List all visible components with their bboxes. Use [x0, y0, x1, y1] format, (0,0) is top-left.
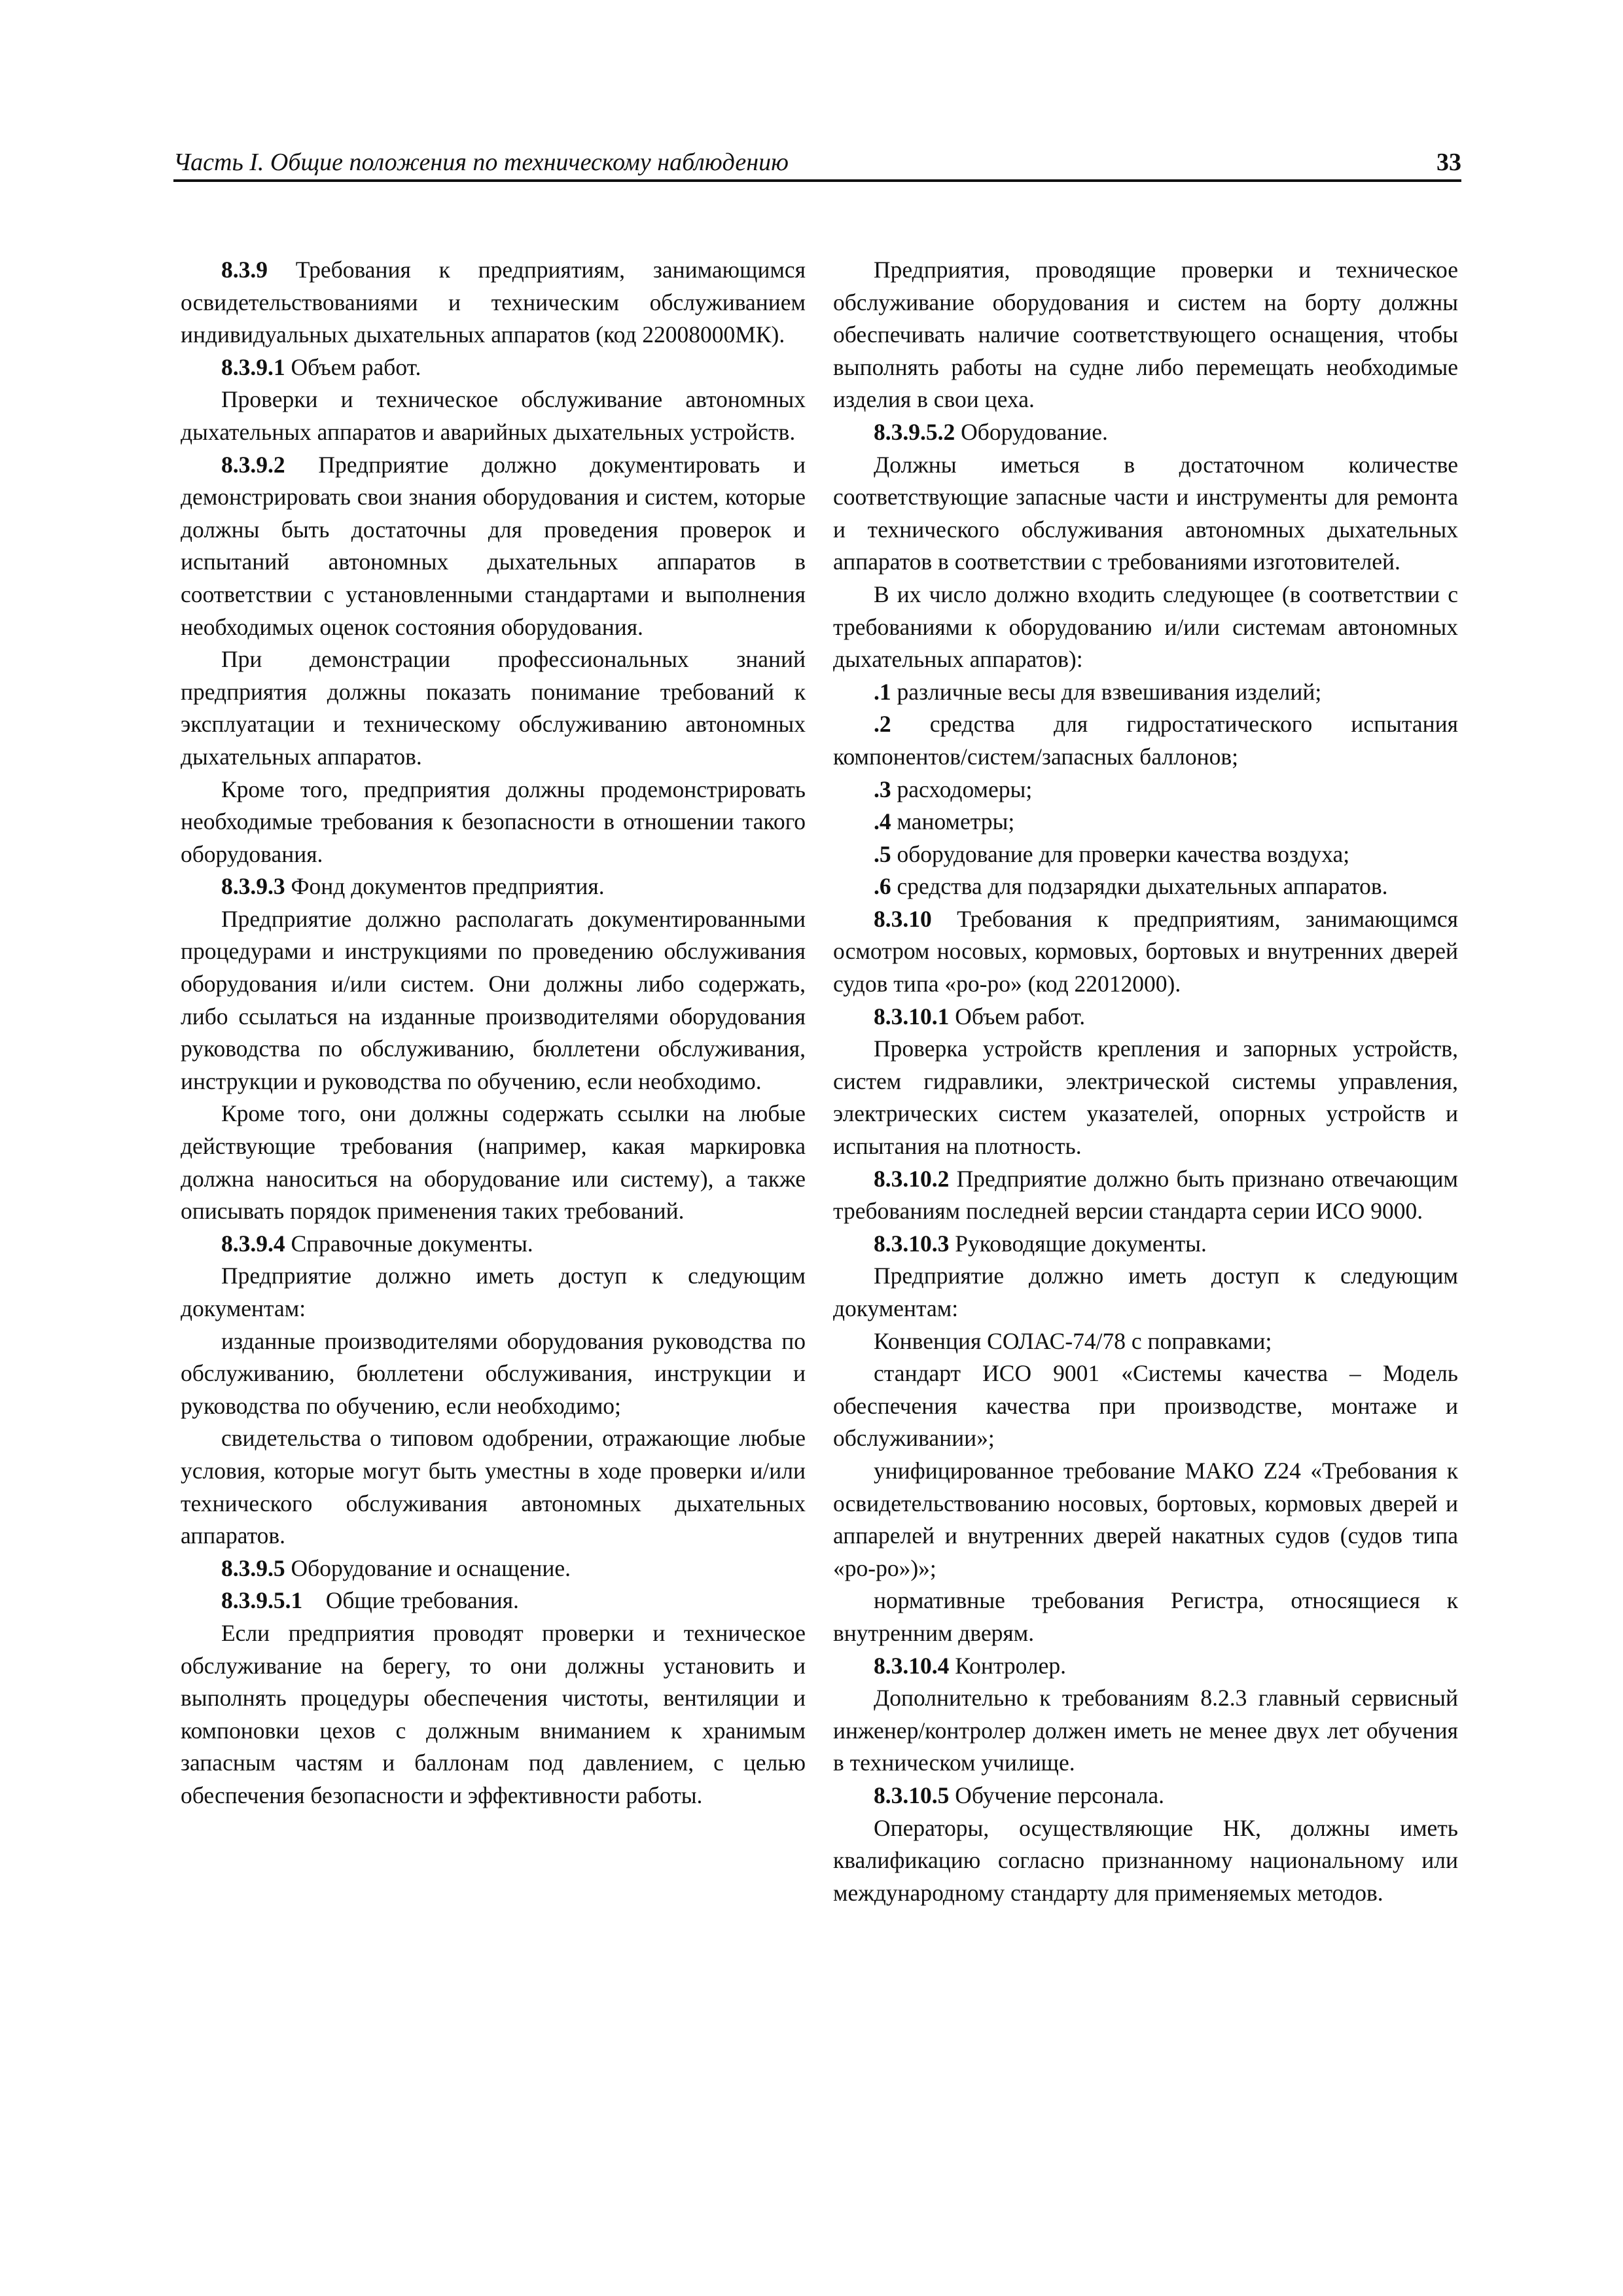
paragraph: Предприятие должно иметь доступ к следующим документам: — [833, 1263, 1458, 1321]
paragraph: 8.3.9.2 Предприятие должно документировать и демонстрировать свои знания оборудования и систем, которые должны быть достаточны для проведения проверок и испытаний автономных дыхательных аппаратов в соответствии с установленными стандартами и выполнения необходимых оценок состояния оборудования. — [181, 451, 806, 640]
left-column — [181, 254, 806, 1812]
clause-number: 8.3.9.5.1 — [221, 1587, 303, 1614]
clause-number: 8.3.10.4 — [874, 1652, 950, 1679]
paragraph: 8.3.9.3 Фонд документов предприятия. — [221, 873, 605, 900]
paragraph: стандарт ИСО 9001 «Системы качества – Модель обеспечения качества при производстве, монтаже и обслуживании»; — [833, 1360, 1458, 1452]
clause-number: 8.3.9.5.2 — [874, 418, 955, 445]
page-number: 33 — [1436, 149, 1461, 176]
paragraph: унифицированное требование МАКО Z24 «Требования к освидетельствованию носовых, бортовых, кормовых дверей и аппарелей и внутренних дверей накатных судов (судов типа «ро-ро»)»; — [833, 1457, 1458, 1581]
paragraph: 8.3.9.4 Справочные документы. — [221, 1230, 533, 1257]
clause-number: 8.3.10.5 — [874, 1782, 950, 1808]
paragraph: свидетельства о типовом одобрении, отражающие любые условия, которые могут быть уместны в ходе проверки и/или технического обслуживания автономных дыхательных аппаратов. — [181, 1425, 806, 1549]
paragraph: Операторы, осуществляющие НК, должны иметь квалификацию согласно признанному национальному или международному стандарту для применяемых методов. — [833, 1814, 1458, 1906]
paragraph: Проверки и техническое обслуживание автономных дыхательных аппаратов и аварийных дыхательных устройств. — [181, 386, 806, 445]
clause-number: 8.3.9.2 — [221, 451, 285, 478]
clause-number: 8.3.10.3 — [874, 1230, 950, 1257]
clause-number: 8.3.9 — [221, 257, 268, 283]
paragraph: В их число должно входить следующее (в соответствии с требованиями к оборудованию и/или системам автономных дыхательных аппаратов): — [833, 581, 1458, 673]
clause-number: 8.3.9.5 — [221, 1554, 285, 1581]
paragraph: Конвенция СОЛАС-74/78 с поправками; — [874, 1327, 1272, 1354]
paragraph: 8.3.9.5.1 Общие требования. — [221, 1587, 519, 1614]
paragraph: 8.3.9 Требования к предприятиям, занимающимся освидетельствованиями и техническим обслуживанием индивидуальных дыхательных аппаратов (код 22008000МК). — [181, 257, 806, 348]
clause-number: 8.3.10.2 — [874, 1165, 950, 1192]
paragraph: Предприятие должно располагать документированными процедурами и инструкциями по проведению обслуживания оборудования и/или систем. Они должны либо содержать, либо ссылаться на изданные производителями оборудования руководства по обслуживанию, бюллетени обслуживания, инструкции и руководства по обучению, если необходимо. — [181, 905, 806, 1094]
clause-number: 8.3.9.3 — [221, 873, 285, 900]
paragraph: 8.3.10.3 Руководящие документы. — [874, 1230, 1207, 1257]
paragraph: Должны иметься в достаточном количестве соответствующие запасные части и инструменты для ремонта и технического обслуживания автономных дыхательных аппаратов в соответствии с требованиями изготовителей. — [833, 451, 1458, 575]
running-header — [173, 145, 1461, 182]
paragraph: 8.3.9.1 Объем работ. — [221, 353, 421, 380]
clause-number: 8.3.9.4 — [221, 1230, 285, 1257]
paragraph: 8.3.10.1 Объем работ. — [874, 1003, 1086, 1030]
paragraph: Проверка устройств крепления и запорных устройств, систем гидравлики, электрической системы управления, электрических систем указателей, опорных устройств и испытания на плотность. — [833, 1035, 1458, 1160]
paragraph: Кроме того, они должны содержать ссылки на любые действующие требования (например, какая маркировка должна наноситься на оборудование или систему), а также описывать порядок применения таких требований. — [181, 1100, 806, 1225]
paragraph: При демонстрации профессиональных знаний предприятия должны показать понимание требований к эксплуатации и техническому обслуживанию автономных дыхательных аппаратов. — [181, 646, 806, 770]
clause-number: 8.3.9.1 — [221, 353, 285, 380]
paragraph: 8.3.10.5 Обучение персонала. — [874, 1782, 1165, 1808]
running-header-title: Часть I. Общие положения по техническому наблюдению — [173, 149, 789, 176]
paragraph: Дополнительно к требованиям 8.2.3 главный сервисный инженер/контролер должен иметь не менее двух лет обучения в техническом училище. — [833, 1685, 1458, 1776]
clause-number: 8.3.10.1 — [874, 1003, 950, 1030]
item-number: .6 — [874, 873, 891, 900]
paragraph: изданные производителями оборудования руководства по обслуживанию, бюллетени обслуживания, инструкции и руководства по обучению, если необходимо; — [181, 1327, 806, 1419]
list-item: .5 оборудование для проверки качества воздуха; — [874, 840, 1350, 867]
right-column — [833, 254, 1458, 1909]
item-number: .2 — [874, 711, 891, 738]
item-number: .1 — [874, 678, 891, 705]
paragraph: 8.3.10.2 Предприятие должно быть признано отвечающим требованиям последней версии стандарта серии ИСО 9000. — [833, 1165, 1458, 1225]
list-item: .4 манометры; — [874, 808, 1015, 835]
list-item: .6 средства для подзарядки дыхательных аппаратов. — [874, 873, 1388, 900]
item-number: .4 — [874, 808, 891, 835]
paragraph: 8.3.9.5 Оборудование и оснащение. — [221, 1554, 571, 1581]
paragraph: 8.3.10 Требования к предприятиям, занимающимся осмотром носовых, кормовых, бортовых и внутренних дверей судов типа «ро-ро» (код 22012000). — [833, 905, 1458, 997]
item-number: .3 — [874, 776, 891, 802]
paragraph: Предприятия, проводящие проверки и техническое обслуживание оборудования и систем на борту должны обеспечивать наличие соответствующего оснащения, чтобы выполнять работы на судне либо перемещать необходимые изделия в свои цеха. — [833, 257, 1458, 413]
list-item: .1 различные весы для взвешивания изделий; — [874, 678, 1322, 705]
paragraph: 8.3.9.5.2 Оборудование. — [874, 418, 1108, 445]
paragraph: Кроме того, предприятия должны продемонстрировать необходимые требования к безопасности в отношении такого оборудования. — [181, 776, 806, 867]
paragraph: 8.3.10.4 Контролер. — [874, 1652, 1066, 1679]
list-item: .2 средства для гидростатического испытания компонентов/систем/запасных баллонов; — [833, 711, 1458, 770]
paragraph: Предприятие должно иметь доступ к следующим документам: — [181, 1263, 806, 1321]
list-item: .3 расходомеры; — [874, 776, 1033, 802]
paragraph: нормативные требования Регистра, относящиеся к внутренним дверям. — [833, 1587, 1458, 1646]
clause-number: 8.3.10 — [874, 905, 932, 932]
item-number: .5 — [874, 840, 891, 867]
paragraph: Если предприятия проводят проверки и техническое обслуживание на берегу, то они должны установить и выполнять процедуры обеспечения чистоты, вентиляции и компоновки цехов с должным вниманием к хранимым запасным частям и баллонам под давлением, с целью обеспечения безопасности и эффективности работы. — [181, 1619, 806, 1808]
